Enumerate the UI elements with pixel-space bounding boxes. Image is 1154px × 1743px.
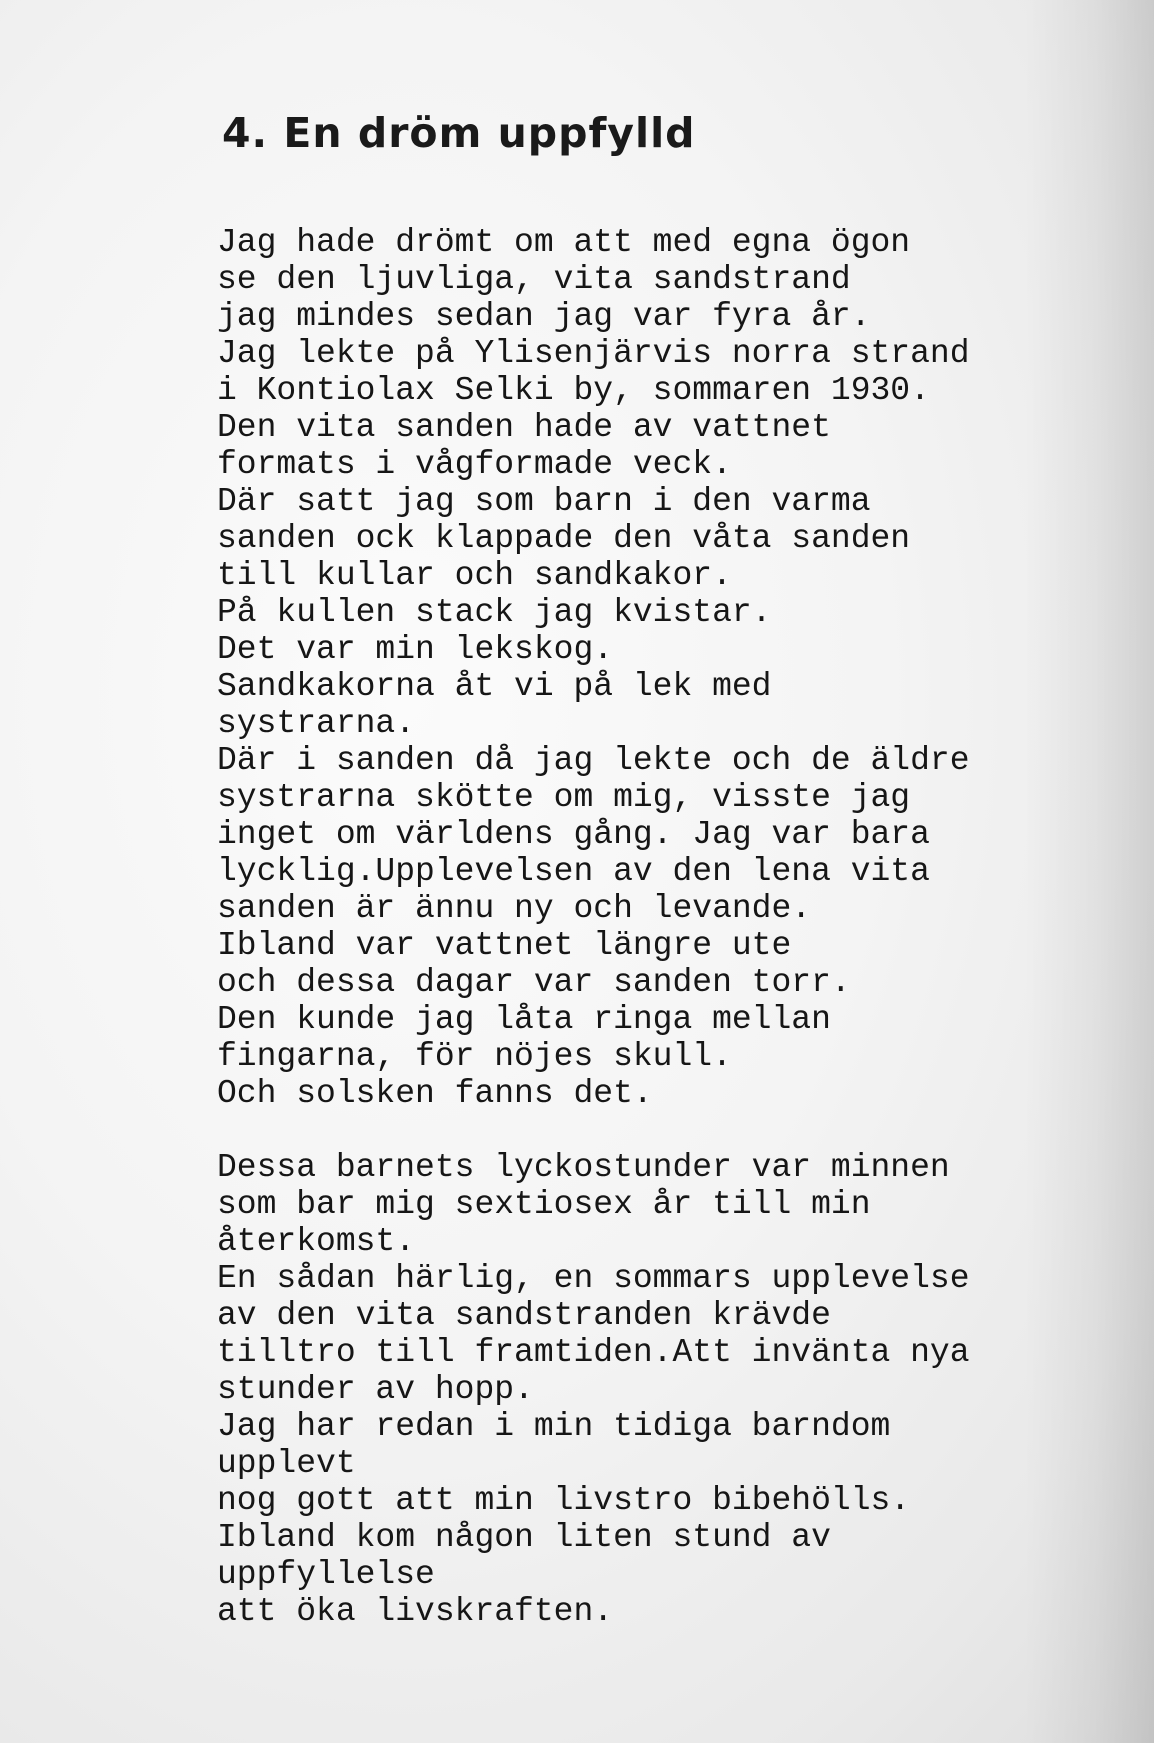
poem-line: att öka livskraften. [217,1593,614,1630]
poem-line: Dessa barnets lyckostunder var minnen [217,1149,950,1186]
poem-line: tilltro till framtiden.Att invänta nya [217,1334,970,1371]
poem-body [217,224,1097,1630]
poem-line: fingarna, för nöjes skull. [217,1038,732,1075]
poem-line: i Kontiolax Selki by, sommaren 1930. [217,372,930,409]
stanza-2 [217,1149,1097,1630]
poem-line: Och solsken fanns det. [217,1075,653,1112]
poem-line: En sådan härlig, en sommars upplevelse [217,1260,970,1297]
poem-line: På kullen stack jag kvistar. [217,594,772,631]
poem-line: och dessa dagar var sanden torr. [217,964,851,1001]
poem-line: systrarna skötte om mig, visste jag [217,779,911,816]
poem-line: Där satt jag som barn i den varma [217,483,871,520]
poem-line: Den vita sanden hade av vattnet [217,409,831,446]
stanza-1 [217,224,1097,1112]
poem-line: Det var min lekskog. [217,631,614,668]
poem-line: inget om världens gång. Jag var bara [217,816,930,853]
poem-line: Jag lekte på Ylisenjärvis norra strand [217,335,970,372]
poem-line: Ibland kom någon liten stund av [217,1519,831,1556]
poem-line: återkomst. [217,1223,416,1260]
poem-line: Ibland var vattnet längre ute [217,927,792,964]
poem-line: formats i vågformade veck. [217,446,732,483]
poem-line: jag mindes sedan jag var fyra år. [217,298,871,335]
poem-line: Sandkakorna åt vi på lek med [217,668,772,705]
poem-line: upplevt [217,1445,356,1482]
poem-line: lycklig.Upplevelsen av den lena vita [217,853,930,890]
poem-line: Där i sanden då jag lekte och de äldre [217,742,970,779]
poem-line: stunder av hopp. [217,1371,534,1408]
poem-line: som bar mig sextiosex år till min [217,1186,871,1223]
poem-line: systrarna. [217,705,416,742]
poem-line: nog gott att min livstro bibehölls. [217,1482,911,1519]
poem-line: sanden är ännu ny och levande. [217,890,812,927]
poem-line: Jag har redan i min tidiga barndom [217,1408,891,1445]
poem-line: uppfyllelse [217,1556,435,1593]
poem-line: Jag hade drömt om att med egna ögon [217,224,911,261]
poem-line: till kullar och sandkakor. [217,557,732,594]
poem-line: Den kunde jag låta ringa mellan [217,1001,831,1038]
poem-line: se den ljuvliga, vita sandstrand [217,261,851,298]
chapter-title: 4. En dröm uppfylld [222,109,696,157]
poem-line: av den vita sandstranden krävde [217,1297,831,1334]
poem-line: sanden ock klappade den våta sanden [217,520,911,557]
